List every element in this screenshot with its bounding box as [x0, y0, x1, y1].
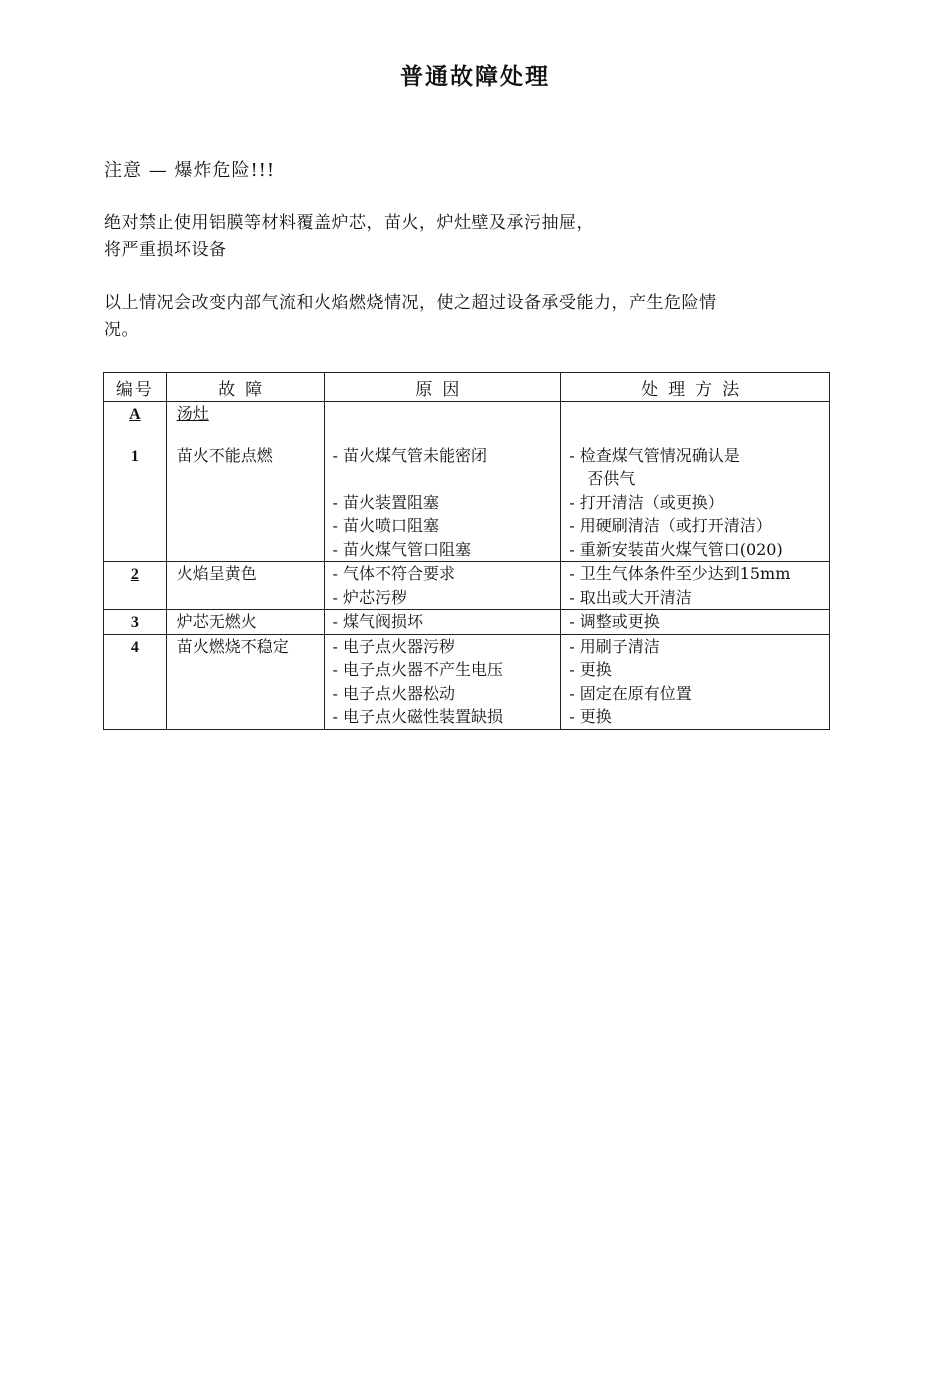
- row3-fix: - 调整或更换: [569, 612, 660, 631]
- row4-fault: 苗火燃烧不稳定: [176, 636, 289, 656]
- consequence-paragraph: [104, 290, 834, 344]
- prohibition-line-1: 绝对禁止使用铝膜等材料覆盖炉芯，苗火，炉灶壁及承污抽屉，: [104, 213, 594, 233]
- cell-fix: [561, 402, 830, 562]
- section-a-num: A: [129, 406, 141, 423]
- consequence-line-1: 以上情况会改变内部气流和火焰燃烧情况，使之超过设备承受能力，产生危险情: [104, 293, 717, 313]
- cell-cause: [324, 402, 561, 562]
- row2-fix: - 卫生气体条件至少达到15mm: [569, 564, 791, 583]
- row2-cause: - 气体不符合要求: [332, 564, 456, 583]
- row1-fault: 苗火不能点燃: [176, 445, 273, 465]
- cell-fault: [166, 402, 324, 562]
- header-cause: 原因: [324, 373, 561, 402]
- row1-cause: - 苗火喷口阻塞: [332, 516, 440, 535]
- prohibition-paragraph: [104, 210, 834, 264]
- page-title: 普通故障处理: [400, 63, 550, 90]
- row4-cause: - 电子点火磁性装置缺损: [332, 707, 504, 726]
- cell-cause: [324, 634, 561, 729]
- row1-fix: - 重新安装苗火煤气管口(020): [569, 539, 783, 559]
- row1-fix: 否供气: [587, 469, 636, 488]
- prohibition-line-2: 将严重损坏设备: [104, 240, 227, 260]
- row1-fix: - 用硬刷清洁（或打开清洁）: [569, 516, 772, 535]
- cell-fault: [166, 634, 324, 729]
- cell-cause: [324, 562, 561, 610]
- table-header-row: [104, 373, 830, 402]
- fault-table: [103, 372, 830, 730]
- row2-num: 2: [130, 566, 139, 583]
- row4-cause: - 电子点火器不产生电压: [332, 660, 504, 679]
- row1-fix: - 检查煤气管情况确认是: [569, 445, 740, 465]
- consequence-line-2: 况。: [104, 320, 139, 340]
- row4-fix: - 更换: [569, 707, 612, 726]
- cell-cause: [324, 610, 561, 635]
- row3-fault: 炉芯无燃火: [176, 612, 257, 631]
- row4-fix: - 更换: [569, 660, 612, 679]
- row2-fix: - 取出或大开清洁: [569, 587, 692, 607]
- row1-fix: - 打开清洁（或更换）: [569, 492, 724, 512]
- cell-num: [104, 610, 167, 635]
- row4-cause: - 电子点火器污秽: [332, 636, 456, 656]
- cell-fix: [561, 610, 830, 635]
- row2-cause: - 炉芯污秽: [332, 587, 408, 607]
- section-a-label: 汤灶: [176, 404, 209, 423]
- cell-fix: [561, 634, 830, 729]
- table-row: [104, 562, 830, 610]
- row1-num: 1: [130, 447, 139, 465]
- cell-fault: [166, 610, 324, 635]
- row4-cause: - 电子点火器松动: [332, 683, 456, 703]
- row4-fix: - 用刷子清洁: [569, 636, 660, 656]
- row1-cause: - 苗火煤气管口阻塞: [332, 539, 472, 559]
- row1-cause: - 苗火装置阻塞: [332, 492, 440, 512]
- cell-num: [104, 634, 167, 729]
- row3-cause: - 煤气阀损坏: [332, 612, 424, 631]
- header-fault: 故障: [166, 373, 324, 402]
- row1-cause: - 苗火煤气管未能密闭: [332, 445, 488, 465]
- row4-fix: - 固定在原有位置: [569, 683, 692, 703]
- header-num: 编号: [104, 373, 167, 402]
- table-row: [104, 402, 830, 562]
- cell-num: [104, 402, 167, 562]
- table-row: [104, 610, 830, 635]
- warning-text: 注意 — 爆炸危险!!!: [104, 160, 276, 181]
- table-row: [104, 634, 830, 729]
- cell-num: [104, 562, 167, 610]
- cell-fix: [561, 562, 830, 610]
- header-fix: 处理方法: [561, 373, 830, 402]
- row4-num: 4: [130, 638, 139, 656]
- cell-fault: [166, 562, 324, 610]
- row3-num: 3: [130, 614, 139, 631]
- row2-fault: 火焰呈黄色: [176, 564, 257, 583]
